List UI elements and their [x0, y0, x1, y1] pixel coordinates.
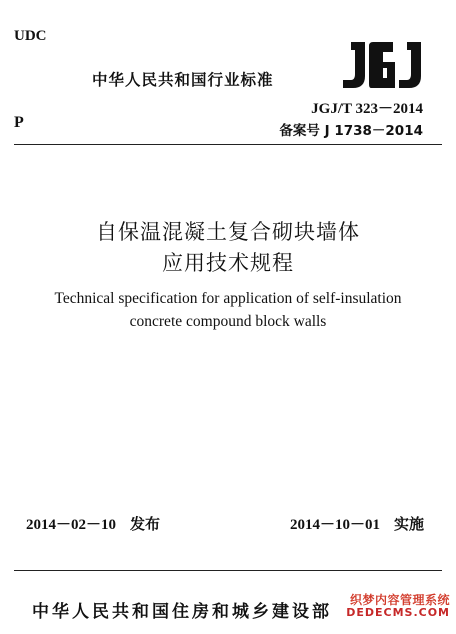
category-label: P	[14, 114, 24, 131]
implement-date-block	[290, 513, 424, 534]
issue-date-block	[26, 513, 160, 534]
issue-date: 2014－02－10	[26, 517, 117, 533]
bottom-divider	[14, 570, 442, 571]
watermark-line2: DEDECMS.COM	[346, 605, 450, 619]
issue-label: 发布	[130, 515, 161, 533]
implement-date: 2014－10－01	[290, 517, 381, 533]
implement-label: 实施	[394, 515, 425, 533]
watermark-line1: 织梦内容管理系统	[349, 593, 450, 607]
standard-number: JGJ/T 323－2014	[311, 101, 423, 117]
top-divider	[14, 144, 442, 145]
standard-type: 中华人民共和国行业标准	[92, 71, 274, 89]
title-zh-line1: 自保温混凝土复合砌块墙体	[96, 220, 360, 244]
udc-label: UDC	[14, 28, 47, 44]
watermark	[346, 594, 450, 618]
title-en-line2: concrete compound block walls	[129, 313, 327, 330]
publisher: 中华人民共和国住房和城乡建设部	[32, 602, 332, 622]
jgj-logo	[341, 40, 423, 90]
record-number: 备案号 J 1738－2014	[279, 123, 423, 139]
title-en-line1: Technical specification for application of self-insulation	[54, 290, 402, 307]
title-zh-line2: 应用技术规程	[162, 251, 294, 275]
